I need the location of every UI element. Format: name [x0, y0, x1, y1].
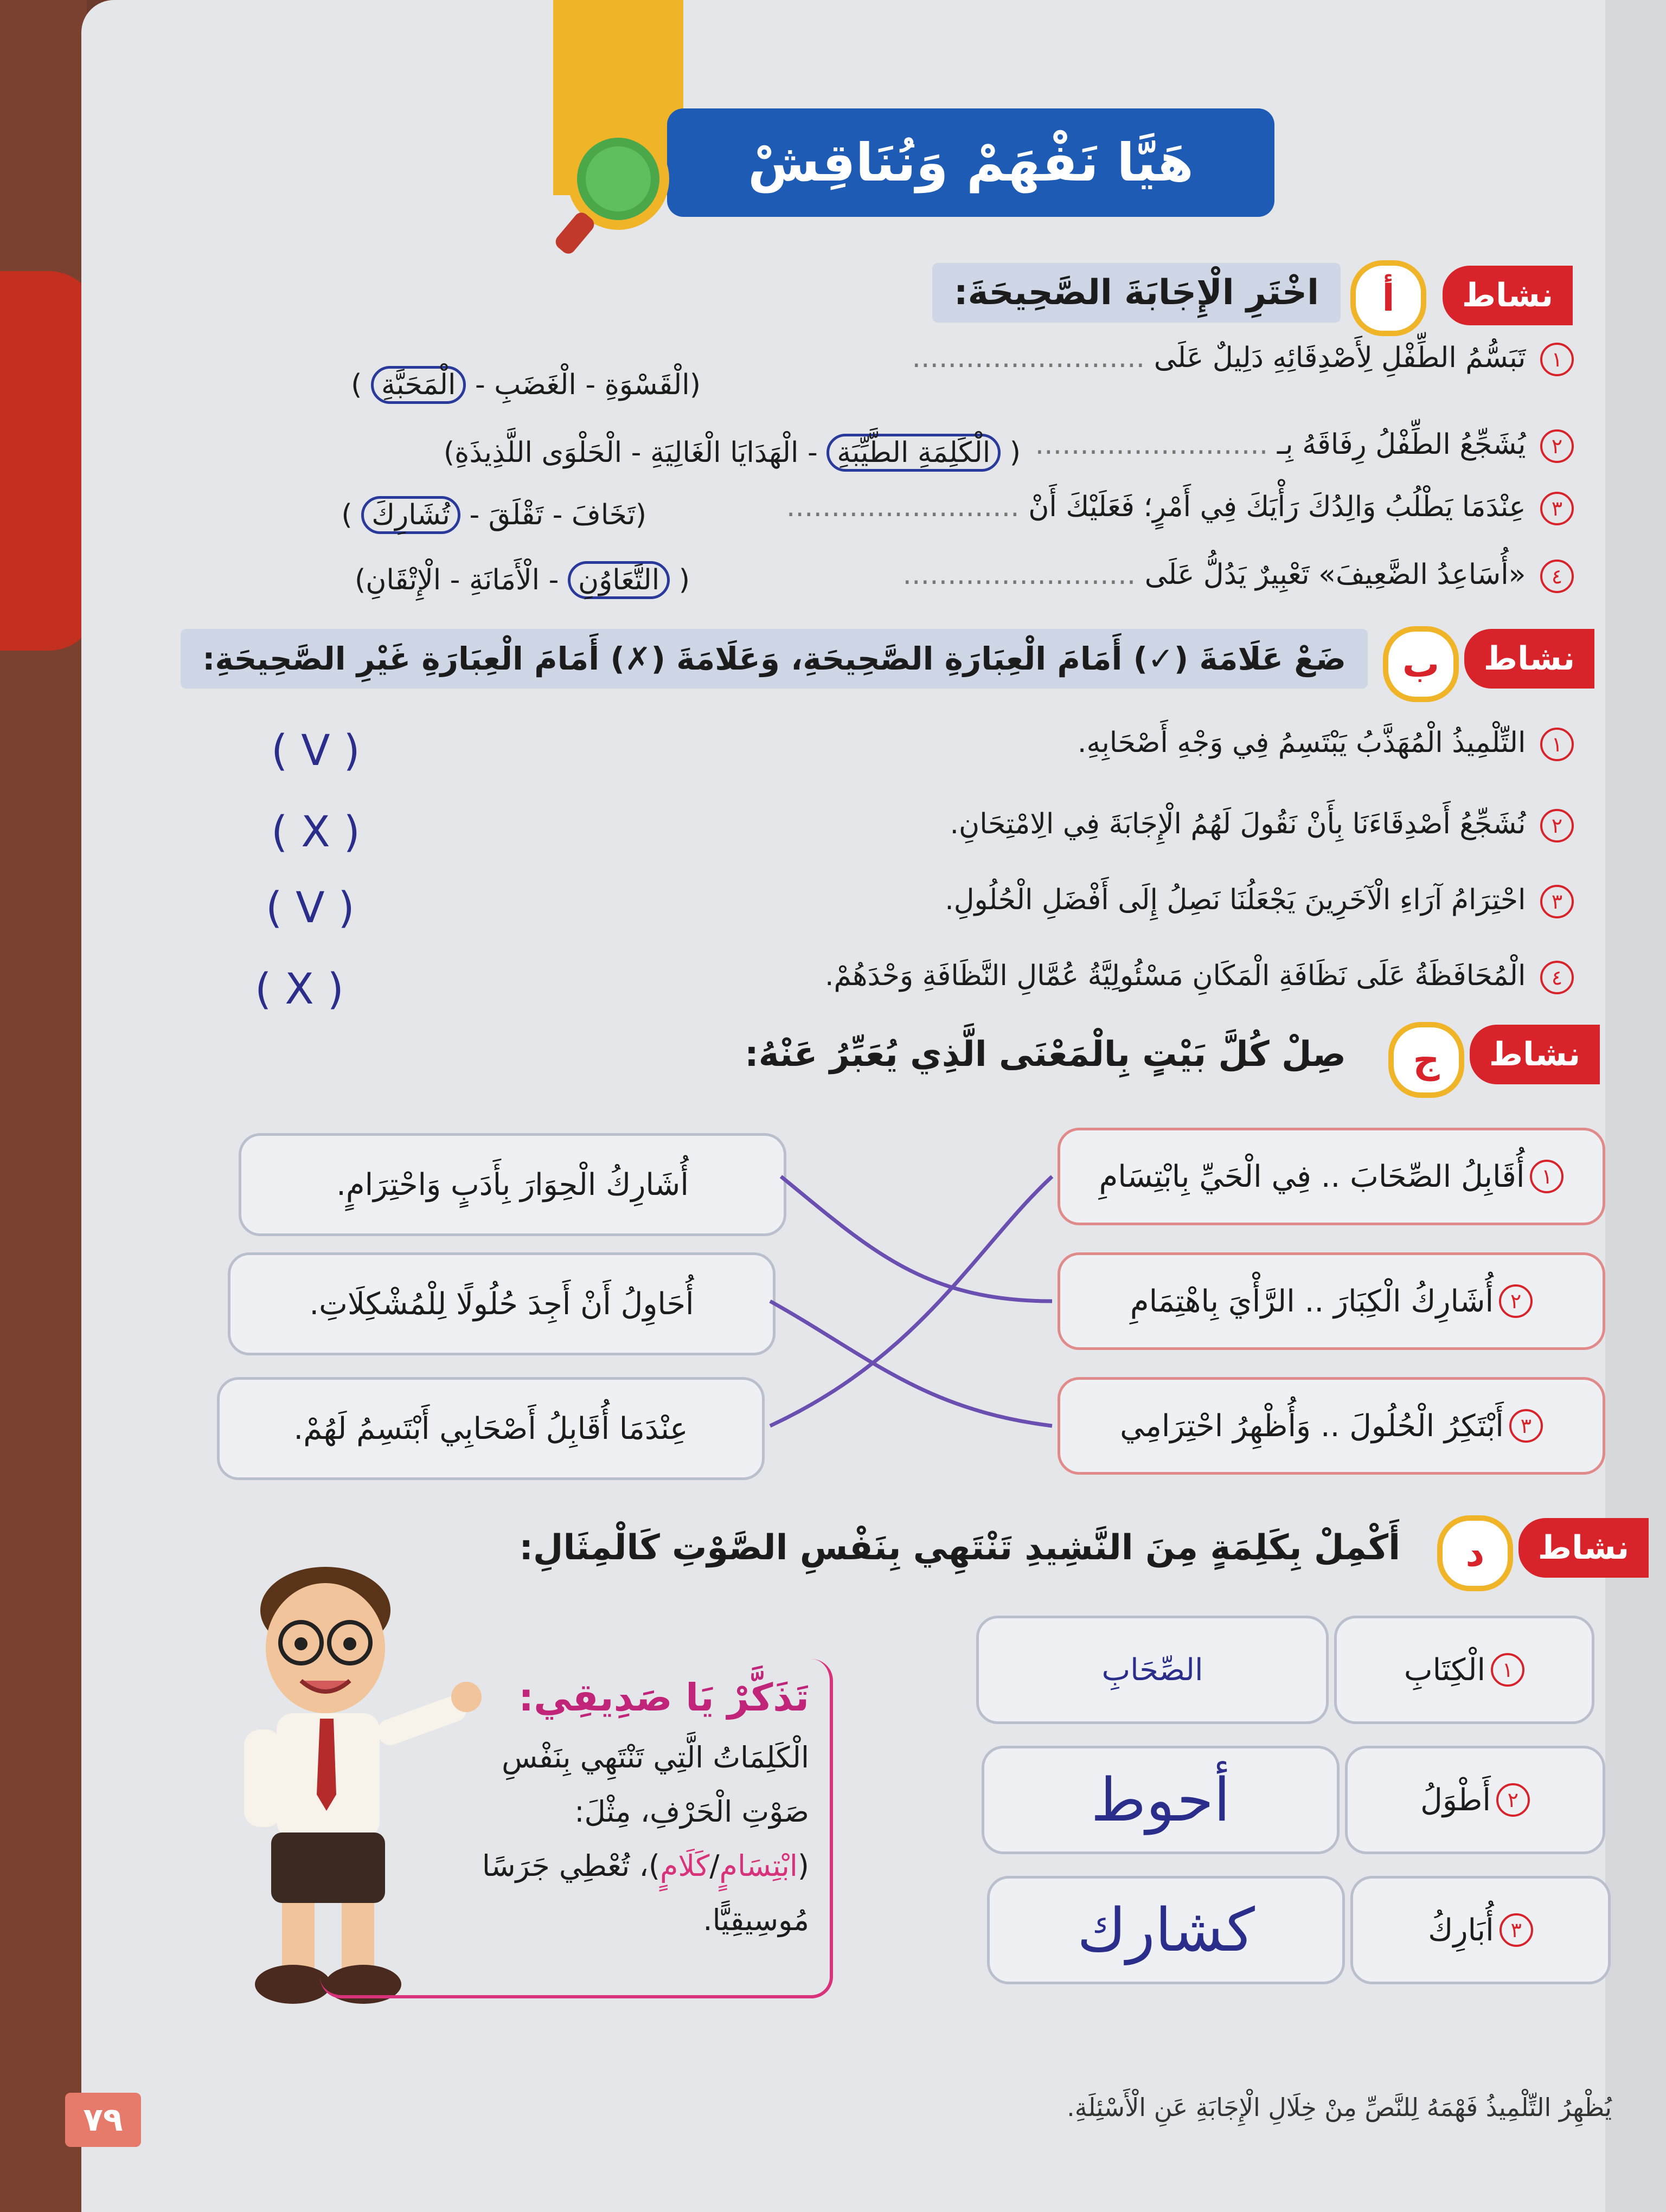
tip-example-2: كَلَامٍ — [659, 1849, 710, 1883]
answer-box-1 — [976, 1616, 1329, 1724]
activity-c-instruction-text: صِلْ كُلَّ بَيْتٍ بِالْمَعْنَى الَّذِي يُعَبِّرُ عَنْهُ: — [745, 1034, 1346, 1075]
meaning-text: أُحَاوِلُ أَنْ أَجِدَ حُلُولًا لِلْمُشْكِلَاتِ. — [309, 1286, 694, 1322]
word-box-2 — [1345, 1746, 1605, 1854]
item-number: ١ — [1530, 1160, 1564, 1193]
tip-line-1: الْكَلِمَاتُ الَّتِي تَنْتَهِي بِنَفْسِ — [502, 1740, 809, 1774]
tip-title: تَذَكَّرْ يَا صَدِيقِي: — [518, 1675, 809, 1720]
tip-example-1: ابْتِسَامٍ — [719, 1849, 798, 1883]
answer-blank: .......................... — [902, 558, 1136, 591]
verse-text: أُشَارِكُ الْكِبَارَ .. الرَّأْيَ بِاهْتِمَامِ — [1130, 1283, 1494, 1319]
option-text: ( — [678, 564, 690, 596]
word-box-3 — [1350, 1876, 1611, 1984]
item-stem: «أُسَاعِدُ الضَّعِيفَ» تَعْبِيرٌ يَدُلُّ عَلَى — [1144, 558, 1526, 591]
statement-text: التِّلْمِيذُ الْمُهَذَّبُ يَبْتَسِمُ فِي وَجْهِ أَصْحَابِهِ. — [1077, 726, 1526, 759]
activity-b-instruction-text: ضَعْ عَلَامَةَ (✓) أَمَامَ الْعِبَارَةِ الصَّحِيحَةِ، وَعَلَامَةَ (✗) أَمَامَ الْعِبَارَةِ غَيْرِ الصَّحِيحَةِ: — [202, 640, 1346, 677]
item-number: ٣ — [1540, 885, 1574, 918]
match-line-2 — [781, 1176, 1052, 1301]
item-number: ١ — [1540, 728, 1574, 761]
item-number: ٤ — [1540, 560, 1574, 593]
statement-text: احْتِرَامُ آرَاءِ الْآخَرِينَ يَجْعَلُنَا نَصِلُ إِلَى أَفْضَلِ الْحُلُولِ. — [945, 884, 1526, 916]
activity-a-letter-label: أ — [1382, 276, 1395, 320]
statement-text: نُشَجِّعُ أَصْدِقَاءَنَا بِأَنْ نَقُولَ لَهُمُ الْإِجَابَةَ فِي الِامْتِحَانِ. — [950, 808, 1526, 840]
match-line-3 — [770, 1301, 1052, 1426]
statement-text: الْمُحَافَظَةُ عَلَى نَظَافَةِ الْمَكَانِ مَسْئُولِيَّةُ عُمَّالِ النَّظَافَةِ وَحْدَهُمْ. — [824, 960, 1526, 992]
answer-box-2 — [982, 1746, 1340, 1854]
tip-separator: / — [709, 1849, 720, 1883]
answer-blank: .......................... — [786, 491, 1020, 523]
item-stem: يُشَجِّعُ الطِّفْلُ رِفَاقَهُ بِـ — [1277, 428, 1526, 461]
item-stem: تَبَسُّمُ الطِّفْلِ لِأَصْدِقَائِهِ دَلِيلٌ عَلَى — [1154, 342, 1526, 374]
option-text: ) — [341, 499, 353, 531]
match-line-1 — [770, 1176, 1052, 1426]
meaning-text: أُشَارِكُ الْحِوَارَ بِأَدَبٍ وَاحْتِرَامٍ. — [336, 1167, 689, 1203]
activity-d-badge — [1518, 1518, 1649, 1578]
meaning-text: عِنْدَمَا أُقَابِلُ أَصْحَابِي أَبْتَسِمُ لَهُمْ. — [293, 1411, 688, 1446]
tip-line-4: مُوسِيقِيًّا. — [703, 1903, 809, 1937]
activity-a-instruction-text: اخْتَرِ الْإِجَابَةَ الصَّحِيحَةَ: — [954, 273, 1319, 313]
tip-paren-rest: )، تُعْطِي جَرَسًا — [482, 1849, 660, 1883]
answer-mark-1: ( V ) — [271, 726, 360, 775]
activity-d-letter-label: د — [1465, 1532, 1485, 1575]
answer-text: الصِّحَابِ — [1101, 1652, 1203, 1688]
option-text: ( — [1009, 436, 1021, 469]
activity-c-badge-label: نشاط — [1489, 1036, 1581, 1073]
activity-b-letter-label: ب — [1402, 642, 1440, 686]
chosen-option: الْكَلِمَةِ الطَّيِّبَةِ — [826, 434, 1001, 472]
activity-d-badge-label: نشاط — [1537, 1529, 1630, 1567]
tip-paren: ( — [797, 1849, 809, 1883]
item-number: ٢ — [1496, 1783, 1530, 1817]
chosen-option: الْمَحَبَّةِ — [371, 366, 466, 404]
chosen-option: التَّعَاوُنِ — [568, 561, 670, 599]
answer-mark-3: ( V ) — [266, 884, 355, 933]
verse-text: أَبْتَكِرُ الْحُلُولَ .. وَأُظْهِرُ احْتِرَامِي — [1120, 1408, 1504, 1444]
answer-text: كشارك — [1077, 1895, 1255, 1965]
item-number: ٢ — [1499, 1284, 1533, 1318]
answer-mark-4: ( X ) — [255, 965, 344, 1014]
chosen-option: تُشَارِكَ — [361, 496, 460, 534]
item-number: ٣ — [1540, 492, 1574, 525]
answer-mark-2: ( X ) — [271, 808, 360, 857]
item-number: ١ — [1491, 1653, 1524, 1687]
word-text: أَطْوَلُ — [1420, 1782, 1491, 1818]
option-text: (الْقَسْوَةِ - الْغَضَبِ - — [475, 369, 701, 401]
activity-c-letter-label: ج — [1413, 1038, 1440, 1082]
option-text: - الْهَدَايَا الْغَالِيَةِ - الْحَلْوَى اللَّذِيذَةِ) — [443, 436, 818, 469]
word-box-1 — [1334, 1616, 1594, 1724]
item-number: ١ — [1540, 343, 1574, 376]
answer-text: أحوط — [1091, 1765, 1231, 1835]
item-number: ٤ — [1540, 961, 1574, 994]
option-text: ) — [351, 369, 362, 401]
activity-a-badge-label: نشاط — [1462, 276, 1554, 314]
answer-blank: .......................... — [1035, 428, 1268, 461]
activity-d-letter — [1437, 1515, 1513, 1591]
item-number: ٣ — [1509, 1409, 1543, 1443]
word-text: الْكِتَابِ — [1404, 1652, 1486, 1688]
section-title-text: هَيَّا نَفْهَمْ وَنُنَاقِشْ — [748, 132, 1194, 193]
tip-line-2: صَوْتِ الْحَرْفِ، مِثْلَ: — [574, 1795, 809, 1829]
footer-objective: يُظْهِرُ التِّلْمِيذُ فَهْمَهُ لِلنَّصِّ مِنْ خِلَالِ الْإِجَابَةِ عَنِ الْأَسْئِلَةِ. — [1067, 2093, 1612, 2122]
page-number: ٧٩ — [65, 2093, 141, 2147]
item-number: ٣ — [1500, 1913, 1533, 1947]
activity-b-badge-label: نشاط — [1483, 640, 1575, 678]
option-text: - الْأَمَانَةِ - الْإِتْقَانِ) — [354, 564, 559, 596]
activity-d-instruction-text: أَكْمِلْ بِكَلِمَةٍ مِنَ النَّشِيدِ تَنْتَهِي بِنَفْسِ الصَّوْتِ كَالْمِثَالِ: — [519, 1528, 1400, 1568]
option-text: (تَخَافَ - تَقْلَقَ - — [469, 499, 646, 531]
answer-box-3 — [987, 1876, 1345, 1984]
answer-blank: .......................... — [912, 342, 1145, 374]
item-number: ٢ — [1540, 429, 1574, 463]
activity-d-instruction — [497, 1518, 1422, 1578]
word-text: أُبَارِكُ — [1428, 1912, 1494, 1948]
item-number: ٢ — [1540, 809, 1574, 843]
tip-line-3 — [482, 1849, 809, 1883]
verse-text: أُقَابِلُ الصِّحَابَ .. فِي الْحَيِّ بِابْتِسَامِ — [1099, 1159, 1525, 1194]
item-stem: عِنْدَمَا يَطْلُبُ وَالِدُكَ رَأْيَكَ فِي أَمْرٍ؛ فَعَلَيْكَ أَنْ — [1028, 491, 1526, 523]
